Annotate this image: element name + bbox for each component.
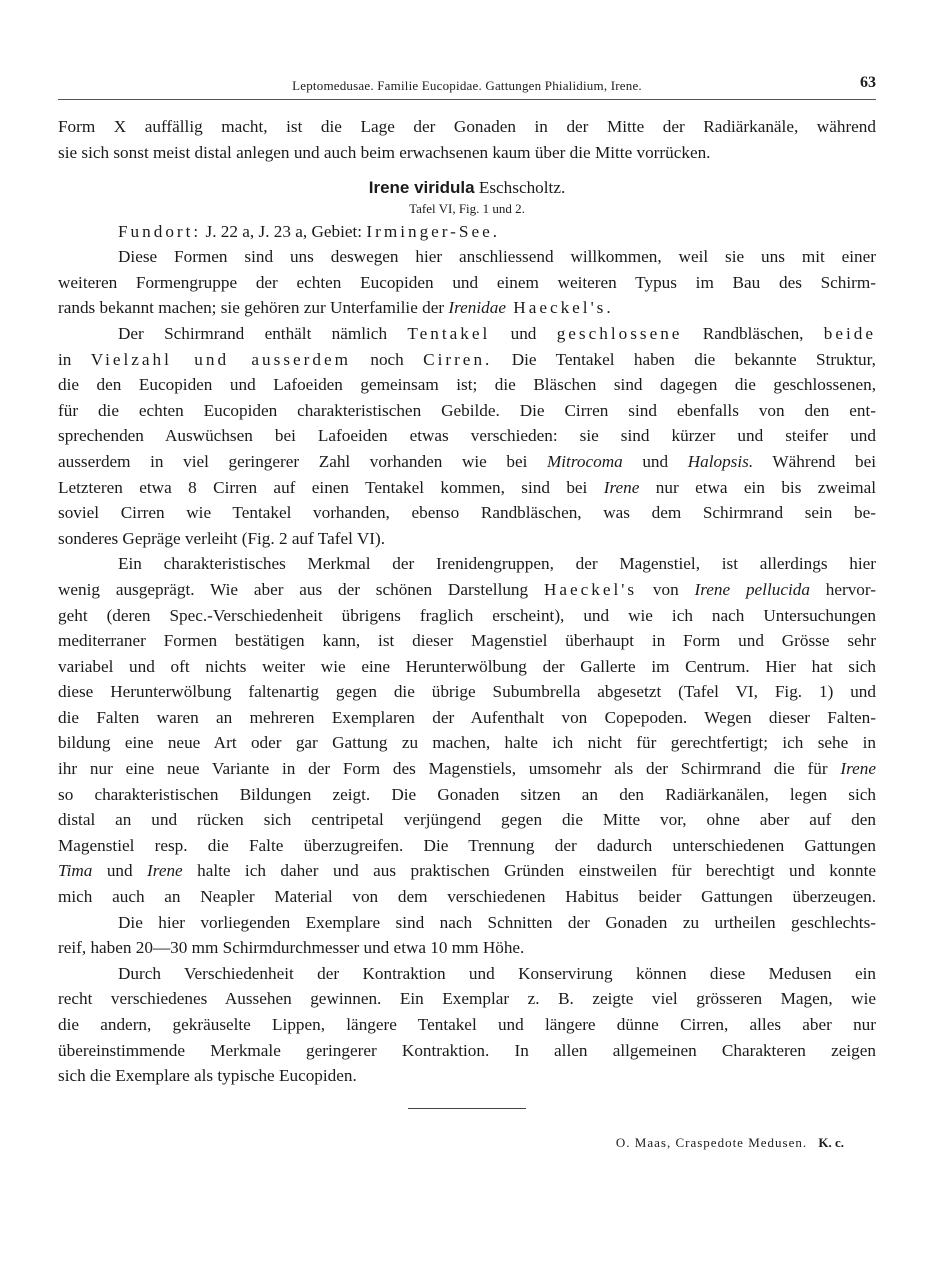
end-rule — [408, 1108, 526, 1109]
text-span: nur etwa ein bis zweimal — [639, 477, 876, 497]
text-span: und — [622, 451, 688, 471]
text-span: ausserdem in viel geringerer Zahl vorhanden wie bei — [58, 451, 547, 471]
taxon-name: Mitrocoma — [546, 451, 623, 471]
taxon-name: Irene — [840, 759, 876, 779]
text-line: die den Eucopiden und Lafoeiden gemeinsam ist; die Bläschen sind dagegen die geschlossenen, — [58, 375, 876, 395]
text-span: Letzteren etwa 8 Cirren auf einen Tentakel kommen, sind bei — [58, 477, 604, 497]
text-line: die andern, gekräuselte Lippen, längere Tentakel und längere dünne Cirren, alles aber nur — [58, 1015, 876, 1034]
fundort-text: J. 22 a, J. 23 a, Gebiet: — [201, 221, 367, 241]
text-line: Diese Formen sind uns deswegen hier anschliessend willkommen, weil sie uns mit einer — [118, 247, 876, 267]
text-line: mediterraner Formen bestätigen kann, ist dieser Magenstiel überhaupt in Form und Grösse sehr — [58, 631, 876, 651]
fundort-label: Fundort: — [118, 221, 202, 241]
text-span: noch — [350, 349, 424, 369]
taxon-name: Halopsis. — [687, 451, 754, 471]
text-line: bildung eine neue Art oder gar Gattung zu machen, halte ich nicht für gerechtfertigt; ich sehe in — [58, 733, 876, 753]
text-span: und — [92, 861, 148, 881]
text-line — [58, 756, 876, 782]
text-line: Die hier vorliegenden Exemplare sind nach Schnitten der Gonaden zu urtheilen geschlechts- — [118, 912, 876, 932]
text-line: weiteren Formengruppe der echten Eucopiden und einem weiteren Typus im Bau des Schirm- — [58, 272, 876, 292]
text-line: recht verschiedenes Aussehen gewinnen. Ein Exemplar z. B. zeigte viel grösseren Magen, wie — [58, 989, 876, 1009]
text-span: von — [637, 579, 695, 599]
text-line — [58, 577, 876, 603]
text-span: in — [58, 349, 91, 369]
text-line — [58, 475, 876, 501]
text-span: halte ich daher und aus praktischen Gründen einstweilen für berechtigt und konnte — [182, 861, 877, 881]
text-line: mich auch an Neapler Material von dem verschiedenen Habitus beider Gattungen überzeugen. — [58, 887, 876, 907]
text-line: sie sich sonst meist distal anlegen und auch beim erwachsenen kaum über die Mitte vorrücken. — [58, 142, 711, 162]
text-span: und — [490, 323, 557, 343]
text-line — [58, 449, 876, 475]
text-span: wenig ausgeprägt. Wie aber aus der schönen Darstellung — [58, 579, 544, 599]
header-text: Leptomedusae. Familie Eucopidae. Gattungen Phialidium, Irene. — [292, 78, 642, 93]
text-span: ihr nur eine neue Variante in der Form des Magenstiels, umsomehr als der Schirmrand die für — [58, 759, 841, 779]
text-line: geht (deren Spec.-Verschiedenheit übrigens fraglich erscheint), und wie ich nach Untersuchungen — [58, 605, 876, 625]
text-line: für die echten Eucopiden charakteristischen Gebilde. Die Cirren sind ebenfalls von den ent- — [58, 400, 876, 420]
taxon-name: Tima — [58, 861, 93, 881]
running-header — [58, 74, 876, 100]
text-line — [58, 858, 876, 884]
text-line: diese Herunterwölbung faltenartig gegen die übrige Subumbrella abgesetzt (Tafel VI, Fig. 1) und — [58, 682, 876, 702]
text-line: Form X auffällig macht, ist die Lage der Gonaden in der Mitte der Radiärkanäle, während — [58, 117, 876, 136]
plate-reference: Tafel VI, Fig. 1 und 2. — [409, 200, 525, 216]
text-span: Randbläschen, — [682, 323, 824, 343]
spaced-term: beide — [823, 323, 877, 343]
text-line: Magenstiel resp. die Falte überzugreifen. Die Trennung der dadurch unterschiedenen Gattungen — [58, 835, 876, 855]
footer-signature — [616, 1135, 844, 1151]
text-line: so charakteristischen Bildungen zeigt. Die Gonaden sitzen an den Radiärkanälen, legen sich — [58, 784, 876, 804]
author-name: Haeckel's. — [505, 298, 614, 318]
taxon-name: Irene pellucida — [694, 579, 810, 599]
text-line: sonderes Gepräge verleiht (Fig. 2 auf Tafel VI). — [58, 528, 385, 548]
text-line: reif, haben 20—30 mm Schirmdurchmesser und etwa 10 mm Höhe. — [58, 938, 525, 958]
text-span: Während bei — [753, 451, 876, 471]
text-span: hervor- — [809, 579, 876, 599]
taxon-name: Irenidae — [448, 298, 506, 318]
text-line: sprechenden Auswüchsen bei Lafoeiden etwas verschieden: sie sind kürzer und steifer und — [58, 426, 876, 446]
text-span: rands bekannt machen; sie gehören zur Unterfamilie der — [58, 298, 449, 318]
text-line: die Falten waren an mehreren Exemplaren der Aufenthalt von Copepoden. Wegen dieser Falten- — [58, 707, 876, 727]
header-rule — [58, 99, 876, 100]
footer-text: O. Maas, Craspedote Medusen. — [615, 1135, 808, 1150]
text-span: Die Tentakel haben die bekannte Struktur, — [492, 349, 876, 369]
spaced-term: geschlossene — [556, 323, 683, 343]
species-author: Eschscholtz. — [474, 177, 566, 197]
fundort-line — [58, 219, 876, 245]
text-line — [58, 295, 876, 321]
text-line: Durch Verschiedenheit der Kontraktion und Konservirung können diese Medusen ein — [118, 963, 876, 983]
text-line: sich die Exemplare als typische Eucopiden. — [58, 1066, 357, 1086]
species-title: Irene viridula — [368, 177, 475, 197]
text-line: variabel und oft nichts weiter wie eine Herunterwölbung der Gallerte im Centrum. Hier hat sich — [58, 656, 876, 676]
section-heading — [58, 177, 876, 199]
page-body — [58, 114, 876, 1089]
text-line: soviel Cirren wie Tentakel vorhanden, ebenso Randbläschen, was dem Schirmrand sein be- — [58, 503, 876, 523]
signature-mark: K. c. — [818, 1135, 844, 1150]
spaced-term: Tentakel — [407, 323, 491, 343]
text-line: distal an und rücken sich centripetal verjüngend gegen die Mitte vor, ohne aber auf den — [58, 810, 876, 830]
fundort-region: Irminger-See. — [366, 221, 501, 241]
text-line: Ein charakteristisches Merkmal der Irenidengruppen, der Magenstiel, ist allerdings hier — [118, 554, 876, 574]
taxon-name: Irene — [147, 861, 183, 881]
text-line: übereinstimmende Merkmale geringerer Kontraktion. In allen allgemeinen Charakteren zeigen — [58, 1040, 876, 1060]
spaced-term: Cirren. — [423, 349, 493, 369]
text-span: Der Schirmrand enthält nämlich — [118, 323, 408, 343]
author-name: Haeckel's — [543, 579, 638, 599]
taxon-name: Irene — [603, 477, 640, 497]
page-number: 63 — [860, 74, 876, 91]
text-line — [58, 347, 876, 373]
text-line — [58, 321, 876, 347]
spaced-term: Vielzahl und ausserdem — [90, 349, 351, 369]
